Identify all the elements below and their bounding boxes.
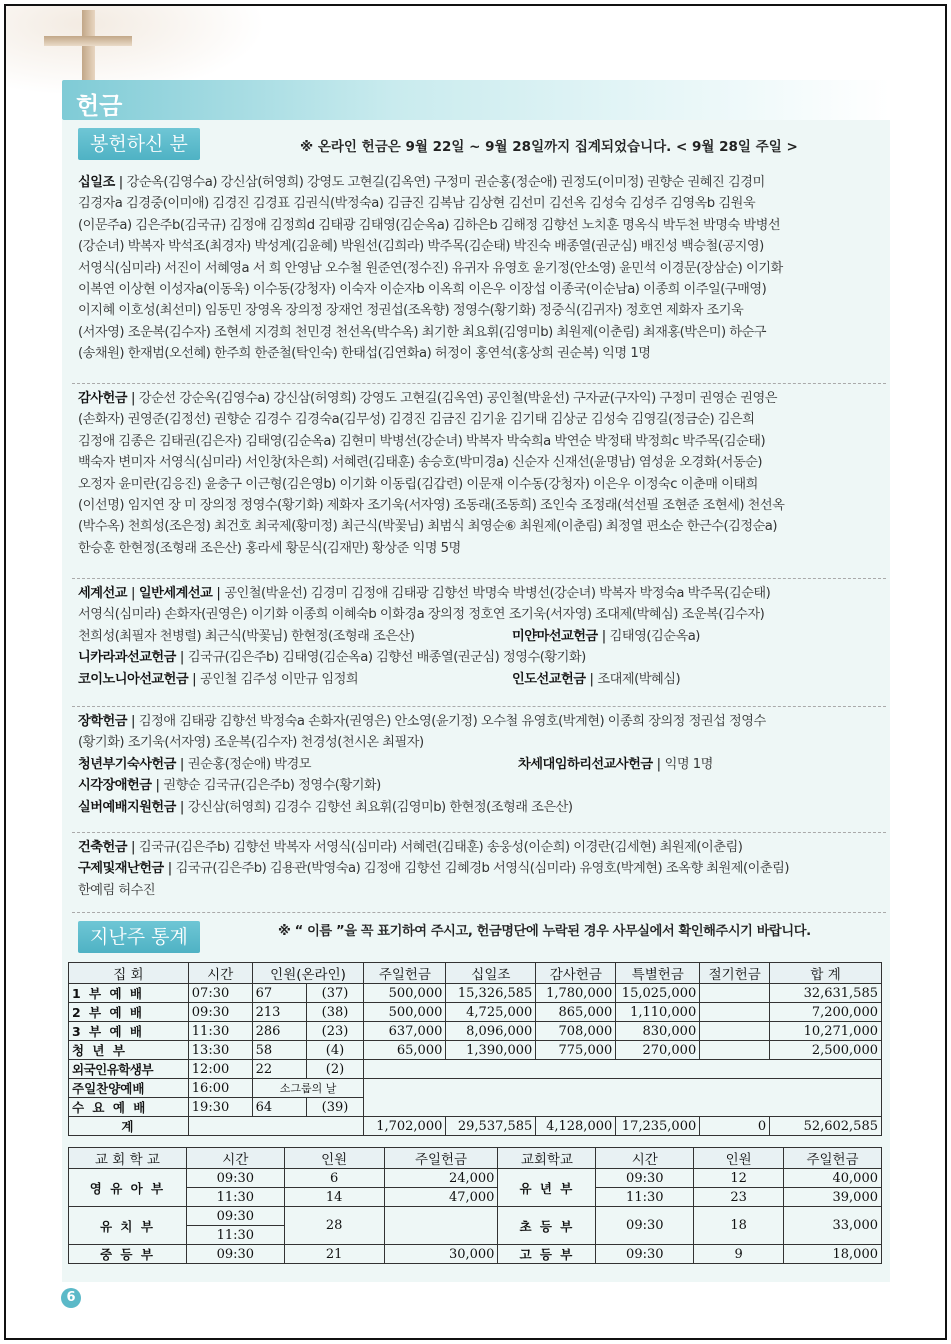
table-row <box>69 1169 882 1188</box>
dept-time: 11:30 <box>186 1188 284 1207</box>
dept-name: 영 유 아 부 <box>69 1169 187 1207</box>
mission-line: 공인철(박윤선) 김경미 김정애 김태광 김향선 박명숙 박병선(강순녀) 박복자 박정숙a 박주목(김순태) <box>224 586 771 601</box>
india-title: 인도선교헌금 <box>512 671 586 687</box>
tithe-line: 서영식(심미라) 서진이 서혜영a 서 희 안영남 오수철 원준연(정수진) 유귀자 유영호 윤기정(안소영) 윤민석 이경문(장삼순) 이기화 <box>78 260 783 276</box>
divider <box>72 832 886 833</box>
table-row <box>69 1079 882 1098</box>
silver-worship-title: 실버예배지원헌금 <box>78 799 176 815</box>
dept-people: 12 <box>694 1169 784 1188</box>
table-row <box>69 1041 882 1060</box>
season-total: 0 <box>700 1117 770 1136</box>
myanmar-names: 김태영(김순옥a) <box>609 628 700 644</box>
visual-disabled-title: 시각장애헌금 <box>78 778 152 794</box>
dept-time: 09:30 <box>596 1245 694 1264</box>
thanks-line: 김정애 김종은 김태권(김은자) 김태영(김순옥a) 김현미 박병선(강순녀) 박복자 박숙희a 박연순 박정태 박정희c 박주목(김순태) <box>78 433 766 449</box>
dept-name: 유 년 부 <box>498 1169 596 1207</box>
section-stats-label: 지난주 통계 <box>78 921 200 953</box>
attendance: 64 <box>252 1098 306 1117</box>
online-offering-note: ※ 온라인 헌금은 9월 22일 ~ 9월 28일까지 집계되었습니다. < 9월 28일 주일 > <box>300 139 798 155</box>
col-header: 인원 <box>284 1148 384 1169</box>
col-header: 집 회 <box>69 963 189 984</box>
table-row <box>69 1022 882 1041</box>
building-names: 김국규(김은주b) 김향선 박복자 서영식(심미라) 서혜련(김태훈) 송웅성(이순희) 이경란(김세현) 최원제(이춘림) <box>138 840 743 855</box>
service-time: 09:30 <box>188 1003 252 1022</box>
table-row <box>69 1003 882 1022</box>
page-number: 6 <box>61 1288 81 1308</box>
online-count: (37) <box>306 984 364 1003</box>
table-row <box>69 1188 882 1207</box>
dept-time: 09:30 <box>186 1207 284 1226</box>
thanks-list: 감사헌금 | 강순선 강순옥(김영수a) 강신삼(허영희) 강영도 고현길(김옥연) 공인철(박윤선) 구자균(구자익) 구정미 권영순 권영은 (손화자) 권영준(김정선) 권향순 김경수 김경숙a(김무성) 김경진 김금진 김기윤 김기태 김상군 김성숙 김영길(정금순) 김은희 김정애 김종은 김태권(김은자) 김태영(김순옥a) 김현미 박병선(강순녀) 박복자 박숙희a 박연순 박정태 박정희c 박주목(김순태) 백숙자 변미자 서영식(심미라) 서인창(차은희) 서혜련(김태훈) 송승호(박미경a) 신순자 신재선(윤명남) 염성윤 오경화(서동순) 오정자 윤미란(김응진) 윤충구 이근형(김은영b) 이기화 이동립(김갑련) 이문재 이수동(강청자) 이은우 이정숙c 이춘매 이태희 (이선명) 임지연 장 미 장의정 정영수(황기화) 제화자 조기욱(서자영) 조동래(조동희) 조인숙 조정래(석선필 조현준 조현세) 천선옥 (박수옥) 천희성(조은정) 최건호 최국제(황미정) 최근식(박꽃님) 최범식 최영순⑥ 최원제(이춘림) 최정열 편소순 한근수(김정순a) 한승훈 한현정(조형래 조은산) 홍라세 황문식(김재만) 황상준 익명 5명 <box>78 388 884 559</box>
sunday-offering: 637,000 <box>364 1022 446 1041</box>
relief-line: 김국규(김은주b) 김용관(박영숙a) 김정애 김향선 김혜경b 서영식(심미라) 유영호(박계현) 조옥향 최원제(이춘림) <box>175 861 789 877</box>
col-header: 십일조 <box>446 963 536 984</box>
online-count: (38) <box>306 1003 364 1022</box>
page-title: 헌금 <box>62 80 890 120</box>
total-amount: 10,271,000 <box>770 1022 882 1041</box>
dept-time: 09:30 <box>186 1169 284 1188</box>
online-count: (39) <box>306 1098 364 1117</box>
dept-time: 11:30 <box>186 1226 284 1245</box>
mission-title: 세계선교 <box>78 586 127 601</box>
tithe-amount: 15,326,585 <box>446 984 536 1003</box>
thanks-line: 강순선 강순옥(김영수a) 강신삼(허영희) 강영도 고현길(김옥연) 공인철(박윤선) 구자균(구자익) 구정미 권영순 권영은 <box>138 391 777 406</box>
special-total: 17,235,000 <box>616 1117 700 1136</box>
attendance: 213 <box>252 1003 306 1022</box>
sunday-offering: 65,000 <box>364 1041 446 1060</box>
visual-disabled-names: 권향순 김국규(김은주b) 정영수(황기화) <box>163 778 381 794</box>
dept-time: 09:30 <box>186 1245 284 1264</box>
attendance: 22 <box>252 1060 306 1079</box>
total-label: 계 <box>69 1117 189 1136</box>
mission-line: 서영식(심미라) 손화자(권영은) 이기화 이종희 이혜숙b 이화경a 장의정 정호연 조기욱(서자영) 조대제(박혜심) 조운복(김수자) <box>78 607 765 623</box>
building-list: 건축헌금 | 김국규(김은주b) 김향선 박복자 서영식(심미라) 서혜련(김태훈) 송웅성(이순희) 이경란(김세현) 최원제(이춘림) 구제및재난헌금 | 김국규(김은주b) 김용관(박영숙a) 김정애 김향선 김혜경b 서영식(심미라) 유영호(박계현) 조옥향 최원제(이춘림) 한예림 허수진 <box>78 837 884 901</box>
col-header: 교 회 학 교 <box>69 1148 187 1169</box>
relief-line: 한예림 허수진 <box>78 882 156 898</box>
thanks-line: (박수옥) 천희성(조은정) 최건호 최국제(황미정) 최근식(박꽃님) 최범식 최영순⑥ 최원제(이춘림) 최정열 편소순 한근수(김정순a) <box>78 519 778 535</box>
relief-title: 구제및재난헌금 <box>78 861 164 877</box>
tithe-line: 이지혜 이호성(최선미) 임동민 장영옥 장의정 장재언 정권섭(조옥향) 정영수(황기화) 정중식(김귀자) 정호연 제화자 조기욱 <box>78 303 744 319</box>
dept-name: 유 치 부 <box>69 1207 187 1245</box>
section-offering-label: 봉헌하신 분 <box>78 128 200 160</box>
dept-people: 28 <box>284 1207 384 1245</box>
special-amount: 15,025,000 <box>616 984 700 1003</box>
tithe-list: 십일조 | 강순옥(김영수a) 강신삼(허영희) 강영도 고현길(김옥연) 구정미 권순홍(정순애) 권정도(이미정) 권향순 권혜진 김경미 김경자a 김경중(이미애) 김경진 김경표 김권식(박정숙a) 김금진 김복남 김상현 김선미 김선옥 김성숙 김성주 김영옥b 김원욱 (이문주a) 김은주b(김국규) 김정애 김정희d 김태광 김태영(김순옥a) 김하은b 김해정 김향선 노치훈 명옥식 박두천 박명숙 박병선 (강순녀) 박복자 박석조(최경자) 박성계(김윤혜) 박원선(김희라) 박주목(김순태) 박진숙 배종열(권군심) 배진성 백승철(공지영) 서영식(심미라) 서진이 서혜영a 서 희 안영남 오수철 원준연(정수진) 유귀자 유영호 윤기정(안소영) 윤민석 이경문(장삼순) 이기화 이복연 이상현 이성자a(이동욱) 이수동(강청자) 이숙자 이순자b 이옥희 이은우 이장섭 이종국(이순남a) 이종희 이주일(구매영) 이지혜 이호성(최선미) 임동민 장영옥 장의정 장재언 정권섭(조옥향) 정영수(황기화) 정중식(김귀자) 정호연 제화자 조기욱 (서자영) 조운복(김수자) 조현세 지경희 천민경 천선옥(박수옥) 최기한 최요휘(김영미b) 최원제(이춘림) 최재홍(박은미) 하순구 (송채원) 한재범(오선혜) 한주희 한준철(탁인숙) 한태섭(김연화a) 허정이 홍연석(홍상희 권순복) 익명 1명 <box>78 172 884 365</box>
scholarship-line: 김정애 김태광 김향선 박정숙a 손화자(권영은) 안소영(윤기정) 오수철 유영호(박계현) 이종희 장의정 정권섭 정영수 <box>138 714 766 729</box>
thanks-title: 감사헌금 <box>78 391 127 406</box>
next-gen-names: 익명 1명 <box>664 756 713 772</box>
service-name: 주일찬양예배 <box>69 1079 189 1098</box>
sunday-offering: 500,000 <box>364 984 446 1003</box>
india-names: 조대제(박혜심) <box>597 671 681 687</box>
divider <box>72 706 886 707</box>
nicaragua-names: 김국규(김은주b) 김태영(김순옥a) 김향선 배종열(권군심) 정영수(황기화) <box>187 650 586 666</box>
dept-offering: 33,000 <box>784 1207 882 1245</box>
koinonia-names: 공인철 김주성 이만규 임정희 <box>200 671 359 687</box>
dept-offering <box>384 1207 498 1245</box>
service-name: 2 부 예 배 <box>69 1003 189 1022</box>
season-amount <box>700 1041 770 1060</box>
thanks-amount: 865,000 <box>536 1003 616 1022</box>
special-amount: 270,000 <box>616 1041 700 1060</box>
next-gen-title: 차세대임하리선교사헌금 <box>518 756 653 772</box>
thanks-line: 한승훈 한현정(조형래 조은산) 홍라세 황문식(김재만) 황상준 익명 5명 <box>78 540 461 556</box>
small-group-day: 소그룹의 날 <box>252 1079 364 1098</box>
scholarship-title: 장학헌금 <box>78 714 127 729</box>
dept-offering: 47,000 <box>384 1188 498 1207</box>
col-header: 시간 <box>188 963 252 984</box>
special-amount: 1,110,000 <box>616 1003 700 1022</box>
tithe-amount: 1,390,000 <box>446 1041 536 1060</box>
name-notice: ※ “ 이름 ”을 꼭 표기하여 주시고, 헌금명단에 누락된 경우 사무실에서 확인해주시기 바랍니다. <box>278 924 811 939</box>
table-row <box>69 1207 882 1226</box>
dept-people: 21 <box>284 1245 384 1264</box>
dept-name: 고 등 부 <box>498 1245 596 1264</box>
season-amount <box>700 984 770 1003</box>
dept-people: 23 <box>694 1188 784 1207</box>
empty-cells <box>188 1117 364 1136</box>
service-time: 13:30 <box>188 1041 252 1060</box>
thanks-amount: 708,000 <box>536 1022 616 1041</box>
attendance: 67 <box>252 984 306 1003</box>
dept-offering: 30,000 <box>384 1245 498 1264</box>
church-school-table <box>68 1147 882 1264</box>
total-amount: 32,631,585 <box>770 984 882 1003</box>
mission-list: 세계선교 | 일반세계선교 | 공인철(박윤선) 김경미 김정애 김태광 김향선 박명숙 박병선(강순녀) 박복자 박정숙a 박주목(김순태) 서영식(심미라) 손화자(권영은) 이기화 이종희 이혜숙b 이화경a 장의정 정호연 조기욱(서자영) 조대제(박혜심) 조운복(김수자) 천희성(최필자 천병렬) 최근식(박꽃님) 한현정(조형래 조은산) 미얀마선교헌금 | 김태영(김순옥a) 니카라과선교헌금 | 김국규(김은주b) 김태영(김순옥a) 김향선 배종열(권군심) 정영수(황기화) 코이노니아선교헌금 | 공인철 김주성 이만규 임정희 인도선교헌금 | 조대제(박혜심) <box>78 583 884 690</box>
tithe-total: 29,537,585 <box>446 1117 536 1136</box>
col-header: 주일헌금 <box>784 1148 882 1169</box>
total-amount: 2,500,000 <box>770 1041 882 1060</box>
cross-icon-bar <box>44 36 132 46</box>
scholarship-line: (황기화) 조기욱(서자영) 조운복(김수자) 천경성(천시온 최필자) <box>78 735 424 751</box>
online-count: (4) <box>306 1041 364 1060</box>
col-header: 합 계 <box>770 963 882 984</box>
dept-offering: 39,000 <box>784 1188 882 1207</box>
service-time: 11:30 <box>188 1022 252 1041</box>
col-header: 감사헌금 <box>536 963 616 984</box>
season-amount <box>700 1022 770 1041</box>
service-time: 12:00 <box>188 1060 252 1079</box>
col-header: 절기헌금 <box>700 963 770 984</box>
tithe-line: (이문주a) 김은주b(김국규) 김정애 김정희d 김태광 김태영(김순옥a) 김하은b 김해정 김향선 노치훈 명옥식 박두천 박명숙 박병선 <box>78 217 781 233</box>
col-header: 주일헌금 <box>364 963 446 984</box>
tithe-line: 김경자a 김경중(이미애) 김경진 김경표 김권식(박정숙a) 김금진 김복남 김상현 김선미 김선옥 김성숙 김성주 김영옥b 김원욱 <box>78 196 756 212</box>
col-header: 시간 <box>596 1148 694 1169</box>
nicaragua-title: 니카라과선교헌금 <box>78 650 176 666</box>
service-name: 3 부 예 배 <box>69 1022 189 1041</box>
tithe-line: (서자영) 조운복(김수자) 조현세 지경희 천민경 천선옥(박수옥) 최기한 최요휘(김영미b) 최원제(이춘림) 최재홍(박은미) 하순구 <box>78 324 767 340</box>
sunday-offering-total: 1,702,000 <box>364 1117 446 1136</box>
online-count: (2) <box>306 1060 364 1079</box>
tithe-title: 십일조 <box>78 175 115 190</box>
dept-people: 6 <box>284 1169 384 1188</box>
total-amount: 7,200,000 <box>770 1003 882 1022</box>
col-header: 인원 <box>694 1148 784 1169</box>
attendance: 58 <box>252 1041 306 1060</box>
thanks-line: (손화자) 권영준(김정선) 권향순 김경수 김경숙a(김무성) 김경진 김금진 김기윤 김기태 김상군 김성숙 김영길(정금순) 김은희 <box>78 412 755 428</box>
table-row <box>69 1060 882 1079</box>
divider <box>72 383 886 384</box>
col-header: 시간 <box>186 1148 284 1169</box>
service-name: 수 요 예 배 <box>69 1098 189 1117</box>
weekly-stats-table <box>68 962 882 1136</box>
table-total-row <box>69 1117 882 1136</box>
dept-offering: 40,000 <box>784 1169 882 1188</box>
thanks-line: 백숙자 변미자 서영식(심미라) 서인창(차은희) 서혜련(김태훈) 송승호(박미경a) 신순자 신재선(윤명남) 염성윤 오경화(서동순) <box>78 455 763 471</box>
divider <box>72 912 886 913</box>
service-name: 청 년 부 <box>69 1041 189 1060</box>
tithe-amount: 4,725,000 <box>446 1003 536 1022</box>
season-amount <box>700 1003 770 1022</box>
table-row <box>69 984 882 1003</box>
building-title: 건축헌금 <box>78 840 127 855</box>
table-row <box>69 1245 882 1264</box>
tithe-line: (송채원) 한재범(오선혜) 한주희 한준철(탁인숙) 한태섭(김연화a) 허정이 홍연석(홍상희 권순복) 익명 1명 <box>78 346 651 362</box>
dept-time: 09:30 <box>596 1207 694 1245</box>
koinonia-title: 코이노니아선교헌금 <box>78 671 189 687</box>
dept-people: 18 <box>694 1207 784 1245</box>
dept-time: 09:30 <box>596 1169 694 1188</box>
grand-total: 52,602,585 <box>770 1117 882 1136</box>
dept-name: 초 등 부 <box>498 1207 596 1245</box>
table-header-row <box>69 1148 882 1169</box>
dept-time: 11:30 <box>596 1188 694 1207</box>
service-name: 1 부 예 배 <box>69 984 189 1003</box>
service-name: 외국인유학생부 <box>69 1060 189 1079</box>
thanks-line: 오정자 윤미란(김응진) 윤충구 이근형(김은영b) 이기화 이동립(김갑련) 이문재 이수동(강청자) 이은우 이정숙c 이춘매 이태희 <box>78 476 758 492</box>
tithe-amount: 8,096,000 <box>446 1022 536 1041</box>
tithe-line: (강순녀) 박복자 박석조(최경자) 박성계(김윤혜) 박원선(김희라) 박주목(김순태) 박진숙 배종열(권군심) 배진성 백승철(공지영) <box>78 239 764 255</box>
dept-people: 9 <box>694 1245 784 1264</box>
col-header: 교회학교 <box>498 1148 596 1169</box>
dept-name: 중 등 부 <box>69 1245 187 1264</box>
service-time: 07:30 <box>188 984 252 1003</box>
col-header: 인원(온라인) <box>252 963 364 984</box>
empty-cells <box>364 1060 882 1079</box>
thanks-line: (이선명) 임지연 장 미 장의정 정영수(황기화) 제화자 조기욱(서자영) 조동래(조동희) 조인숙 조정래(석선필 조현준 조현세) 천선옥 <box>78 497 785 513</box>
dept-offering: 18,000 <box>784 1245 882 1264</box>
dept-people: 14 <box>284 1188 384 1207</box>
thanks-total: 4,128,000 <box>536 1117 616 1136</box>
col-header: 특별헌금 <box>616 963 700 984</box>
tithe-line: 강순옥(김영수a) 강신삼(허영희) 강영도 고현길(김옥연) 구정미 권순홍(정순애) 권정도(이미정) 권향순 권혜진 김경미 <box>126 175 765 190</box>
youth-dorm-title: 청년부기숙사헌금 <box>78 756 176 772</box>
youth-dorm-names: 권순홍(정순애) 박경모 <box>187 756 312 772</box>
scholarship-list: 장학헌금 | 김정애 김태광 김향선 박정숙a 손화자(권영은) 안소영(윤기정) 오수철 유영호(박계현) 이종희 장의정 정권섭 정영수 (황기화) 조기욱(서자영) 조운복(김수자) 천경성(천시온 최필자) 청년부기숙사헌금 | 권순홍(정순애) 박경모 차세대임하리선교사헌금 | 익명 1명 시각장애헌금 | 권향순 김국규(김은주b) 정영수(황기화) 실버예배지원헌금 | 강신삼(허영희) 김경수 김향선 최요휘(김영미b) 한현정(조형래 조은산) <box>78 711 884 818</box>
divider <box>72 578 886 579</box>
service-time: 16:00 <box>188 1079 252 1098</box>
attendance: 286 <box>252 1022 306 1041</box>
online-count: (23) <box>306 1022 364 1041</box>
silver-worship-names: 강신삼(허영희) 김경수 김향선 최요휘(김영미b) 한현정(조형래 조은산) <box>187 799 573 815</box>
mission-line: 천희성(최필자 천병렬) 최근식(박꽃님) 한현정(조형래 조은산) <box>78 628 415 644</box>
dept-offering: 24,000 <box>384 1169 498 1188</box>
empty-cells <box>364 1079 882 1117</box>
tithe-line: 이복연 이상현 이성자a(이동욱) 이수동(강청자) 이숙자 이순자b 이옥희 이은우 이장섭 이종국(이순남a) 이종희 이주일(구매영) <box>78 281 767 297</box>
table-header-row <box>69 963 882 984</box>
general-mission-title: 일반세계선교 <box>138 586 213 601</box>
thanks-amount: 1,780,000 <box>536 984 616 1003</box>
sunday-offering: 500,000 <box>364 1003 446 1022</box>
thanks-amount: 775,000 <box>536 1041 616 1060</box>
service-time: 19:30 <box>188 1098 252 1117</box>
special-amount: 830,000 <box>616 1022 700 1041</box>
col-header: 주일헌금 <box>384 1148 498 1169</box>
myanmar-title: 미얀마선교헌금 <box>512 628 598 644</box>
